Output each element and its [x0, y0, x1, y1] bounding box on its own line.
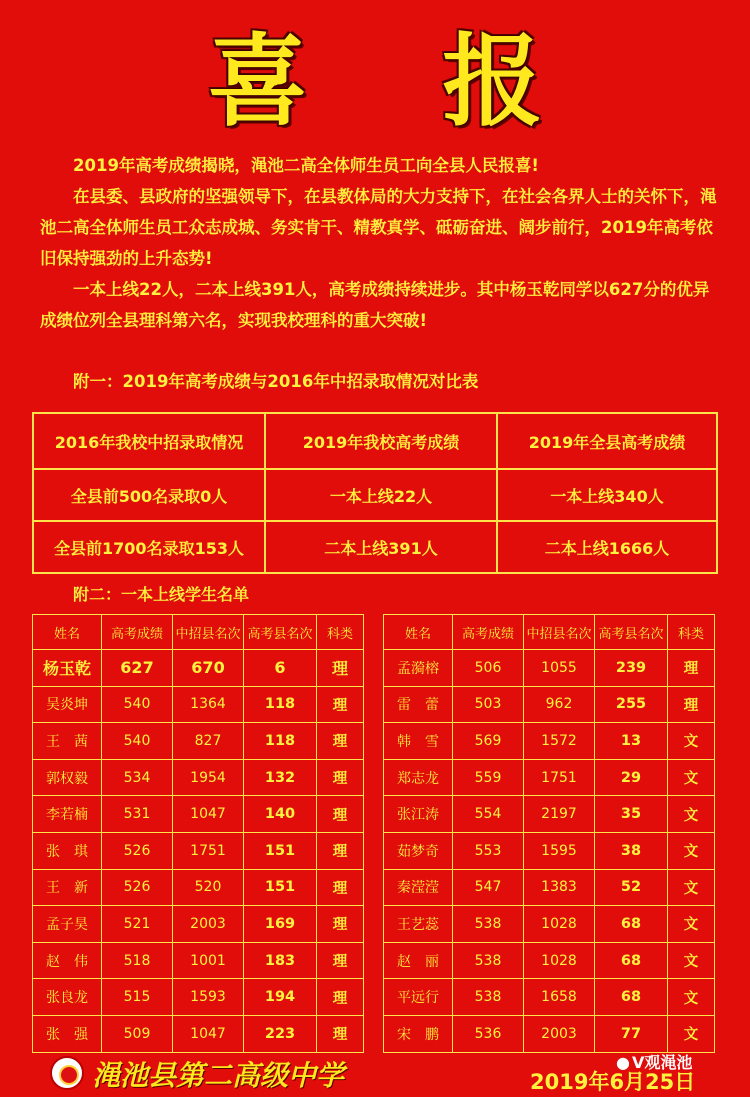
roster-cell: 郭权毅 — [33, 759, 102, 796]
roster-row — [384, 650, 715, 687]
roster-cell: 538 — [453, 979, 524, 1016]
roster-cell: 1572 — [524, 723, 595, 760]
roster-cell: 13 — [595, 723, 668, 760]
roster-cell: 2197 — [524, 796, 595, 833]
roster-header-row — [33, 615, 364, 650]
intro-paragraph-1: 2019年高考成绩揭晓，渑池二高全体师生员工向全县人民报喜! — [73, 156, 539, 175]
roster-cell: 559 — [453, 759, 524, 796]
roster-cell: 文 — [668, 1015, 715, 1052]
roster-cell: 538 — [453, 906, 524, 943]
roster-cell: 627 — [102, 650, 173, 687]
roster-cell: 张 强 — [33, 1015, 102, 1052]
roster-cell: 文 — [668, 979, 715, 1016]
roster-cell: 理 — [317, 686, 364, 723]
roster-cell: 孟漪榕 — [384, 650, 453, 687]
roster-row — [384, 869, 715, 906]
roster-cell: 1751 — [524, 759, 595, 796]
roster-cell: 王 茜 — [33, 723, 102, 760]
roster-table-left — [32, 614, 364, 1053]
roster-cell: 526 — [102, 832, 173, 869]
wechat-icon: ● — [616, 1053, 630, 1072]
roster-cell: 孟子昊 — [33, 906, 102, 943]
school-logo-icon — [50, 1056, 84, 1090]
attachment-1-heading: 附一：2019年高考成绩与2016年中招录取情况对比表 — [73, 372, 479, 391]
roster-cell: 35 — [595, 796, 668, 833]
comparison-header: 2016年我校中招录取情况 — [33, 413, 265, 469]
roster-row — [33, 832, 364, 869]
roster-cell: 雷 蕾 — [384, 686, 453, 723]
roster-row — [33, 650, 364, 687]
roster-row — [33, 723, 364, 760]
roster-cell: 531 — [102, 796, 173, 833]
roster-cell: 韩 雪 — [384, 723, 453, 760]
roster-row — [384, 979, 715, 1016]
roster-cell: 吴炎坤 — [33, 686, 102, 723]
roster-cell: 118 — [244, 686, 317, 723]
roster-cell: 2003 — [173, 906, 244, 943]
roster-cell: 理 — [668, 686, 715, 723]
comparison-header: 2019年我校高考成绩 — [265, 413, 497, 469]
roster-row — [384, 723, 715, 760]
roster-cell: 536 — [453, 1015, 524, 1052]
roster-cell: 秦滢滢 — [384, 869, 453, 906]
roster-cell: 1001 — [173, 942, 244, 979]
comparison-cell: 全县前1700名录取153人 — [33, 521, 265, 573]
roster-cell: 554 — [453, 796, 524, 833]
roster-cell: 理 — [317, 723, 364, 760]
roster-cell: 1364 — [173, 686, 244, 723]
intro-paragraph-3: 一本上线22人，二本上线391人，高考成绩持续进步。其中杨玉乾同学以627分的优异成绩位列全县理科第六名，实现我校理科的重大突破! — [40, 280, 710, 330]
roster-cell: 569 — [453, 723, 524, 760]
page-title: 喜 报 — [207, 23, 593, 140]
roster-cell: 521 — [102, 906, 173, 943]
roster-cell: 553 — [453, 832, 524, 869]
roster-cell: 1751 — [173, 832, 244, 869]
roster-header-cell: 高考成绩 — [453, 615, 524, 650]
roster-header-cell: 姓名 — [384, 615, 453, 650]
roster-cell: 518 — [102, 942, 173, 979]
roster-cell: 29 — [595, 759, 668, 796]
roster-header-cell: 科类 — [668, 615, 715, 650]
school-name: 渑池县第二高级中学 — [92, 1059, 345, 1092]
roster-header-row — [384, 615, 715, 650]
roster-cell: 77 — [595, 1015, 668, 1052]
roster-row — [384, 1015, 715, 1052]
roster-cell: 文 — [668, 942, 715, 979]
comparison-row — [33, 469, 717, 521]
comparison-cell: 全县前500名录取0人 — [33, 469, 265, 521]
roster-cell: 515 — [102, 979, 173, 1016]
roster-cell: 540 — [102, 723, 173, 760]
intro-text — [40, 150, 720, 336]
roster-cell: 538 — [453, 942, 524, 979]
roster-row — [384, 832, 715, 869]
roster-row — [33, 796, 364, 833]
roster-row — [33, 1015, 364, 1052]
attachment-2-heading: 附二：一本上线学生名单 — [73, 585, 250, 604]
roster-cell: 张 琪 — [33, 832, 102, 869]
roster-cell: 118 — [244, 723, 317, 760]
roster-cell: 509 — [102, 1015, 173, 1052]
comparison-cell: 一本上线340人 — [497, 469, 717, 521]
roster-cell: 1047 — [173, 796, 244, 833]
roster-row — [384, 686, 715, 723]
roster-table-right — [383, 614, 715, 1053]
roster-cell: 503 — [453, 686, 524, 723]
roster-cell: 1047 — [173, 1015, 244, 1052]
roster-cell: 140 — [244, 796, 317, 833]
roster-cell: 2003 — [524, 1015, 595, 1052]
roster-cell: 1593 — [173, 979, 244, 1016]
roster-cell: 文 — [668, 832, 715, 869]
roster-header-cell: 中招县名次 — [524, 615, 595, 650]
roster-cell: 理 — [668, 650, 715, 687]
roster-cell: 38 — [595, 832, 668, 869]
roster-cell: 1595 — [524, 832, 595, 869]
roster-cell: 255 — [595, 686, 668, 723]
roster-cell: 王 新 — [33, 869, 102, 906]
roster-cell: 239 — [595, 650, 668, 687]
roster-cell: 194 — [244, 979, 317, 1016]
roster-cell: 68 — [595, 979, 668, 1016]
roster-cell: 理 — [317, 942, 364, 979]
roster-cell: 223 — [244, 1015, 317, 1052]
roster-cell: 169 — [244, 906, 317, 943]
roster-header-cell: 姓名 — [33, 615, 102, 650]
comparison-cell: 一本上线22人 — [265, 469, 497, 521]
roster-cell: 宋 鹏 — [384, 1015, 453, 1052]
roster-cell: 534 — [102, 759, 173, 796]
intro-paragraph-2: 在县委、县政府的坚强领导下，在县教体局的大力支持下，在社会各界人士的关怀下，渑池二高全体师生员工众志成城、务实肯干、精教真学、砥砺奋进、阔步前行，2019年高考依旧保持强劲的上升态势! — [40, 187, 717, 268]
roster-cell: 1028 — [524, 942, 595, 979]
roster-cell: 52 — [595, 869, 668, 906]
roster-cell: 理 — [317, 650, 364, 687]
roster-cell: 文 — [668, 723, 715, 760]
roster-cell: 827 — [173, 723, 244, 760]
comparison-table — [32, 412, 718, 574]
roster-cell: 郑志龙 — [384, 759, 453, 796]
roster-row — [384, 759, 715, 796]
roster-cell: 张江涛 — [384, 796, 453, 833]
roster-cell: 1055 — [524, 650, 595, 687]
roster-cell: 1028 — [524, 906, 595, 943]
roster-row — [384, 796, 715, 833]
watermark — [616, 1050, 692, 1073]
roster-cell: 526 — [102, 869, 173, 906]
roster-cell: 6 — [244, 650, 317, 687]
roster-cell: 68 — [595, 942, 668, 979]
roster-header-cell: 高考县名次 — [244, 615, 317, 650]
roster-cell: 王艺蕊 — [384, 906, 453, 943]
roster-row — [33, 906, 364, 943]
comparison-header-row — [33, 413, 717, 469]
footer — [0, 1050, 750, 1097]
roster-header-cell: 高考成绩 — [102, 615, 173, 650]
comparison-cell: 二本上线391人 — [265, 521, 497, 573]
roster-cell: 670 — [173, 650, 244, 687]
roster-cell: 183 — [244, 942, 317, 979]
roster-cell: 理 — [317, 759, 364, 796]
roster-cell: 540 — [102, 686, 173, 723]
roster-row — [384, 942, 715, 979]
roster-row — [33, 759, 364, 796]
roster-row — [33, 942, 364, 979]
roster-cell: 理 — [317, 1015, 364, 1052]
roster-cell: 理 — [317, 979, 364, 1016]
watermark-label: V观渑池 — [631, 1053, 693, 1072]
roster-cell: 547 — [453, 869, 524, 906]
roster-cell: 151 — [244, 869, 317, 906]
roster-row — [33, 686, 364, 723]
roster-header-cell: 高考县名次 — [595, 615, 668, 650]
roster-cell: 赵 伟 — [33, 942, 102, 979]
roster-row — [33, 869, 364, 906]
roster-cell: 理 — [317, 832, 364, 869]
roster-header-cell: 中招县名次 — [173, 615, 244, 650]
roster-cell: 132 — [244, 759, 317, 796]
roster-cell: 杨玉乾 — [33, 650, 102, 687]
roster-cell: 520 — [173, 869, 244, 906]
roster-cell: 理 — [317, 906, 364, 943]
roster-cell: 赵 丽 — [384, 942, 453, 979]
roster-cell: 506 — [453, 650, 524, 687]
roster-cell: 1658 — [524, 979, 595, 1016]
roster-cell: 68 — [595, 906, 668, 943]
roster-cell: 文 — [668, 906, 715, 943]
roster-cell: 962 — [524, 686, 595, 723]
roster-cell: 茹梦奇 — [384, 832, 453, 869]
roster-cell: 文 — [668, 869, 715, 906]
roster-cell: 张良龙 — [33, 979, 102, 1016]
roster-cell: 平远行 — [384, 979, 453, 1016]
comparison-cell: 二本上线1666人 — [497, 521, 717, 573]
roster-cell: 文 — [668, 796, 715, 833]
roster-cell: 1383 — [524, 869, 595, 906]
roster-row — [384, 906, 715, 943]
roster-cell: 理 — [317, 796, 364, 833]
issue-date: 2019年6月25日 — [530, 1070, 696, 1094]
roster-cell: 1954 — [173, 759, 244, 796]
roster-cell: 文 — [668, 759, 715, 796]
roster-cell: 理 — [317, 869, 364, 906]
comparison-header: 2019年全县高考成绩 — [497, 413, 717, 469]
roster-header-cell: 科类 — [317, 615, 364, 650]
roster-cell: 151 — [244, 832, 317, 869]
comparison-row — [33, 521, 717, 573]
roster-row — [33, 979, 364, 1016]
roster-cell: 李若楠 — [33, 796, 102, 833]
